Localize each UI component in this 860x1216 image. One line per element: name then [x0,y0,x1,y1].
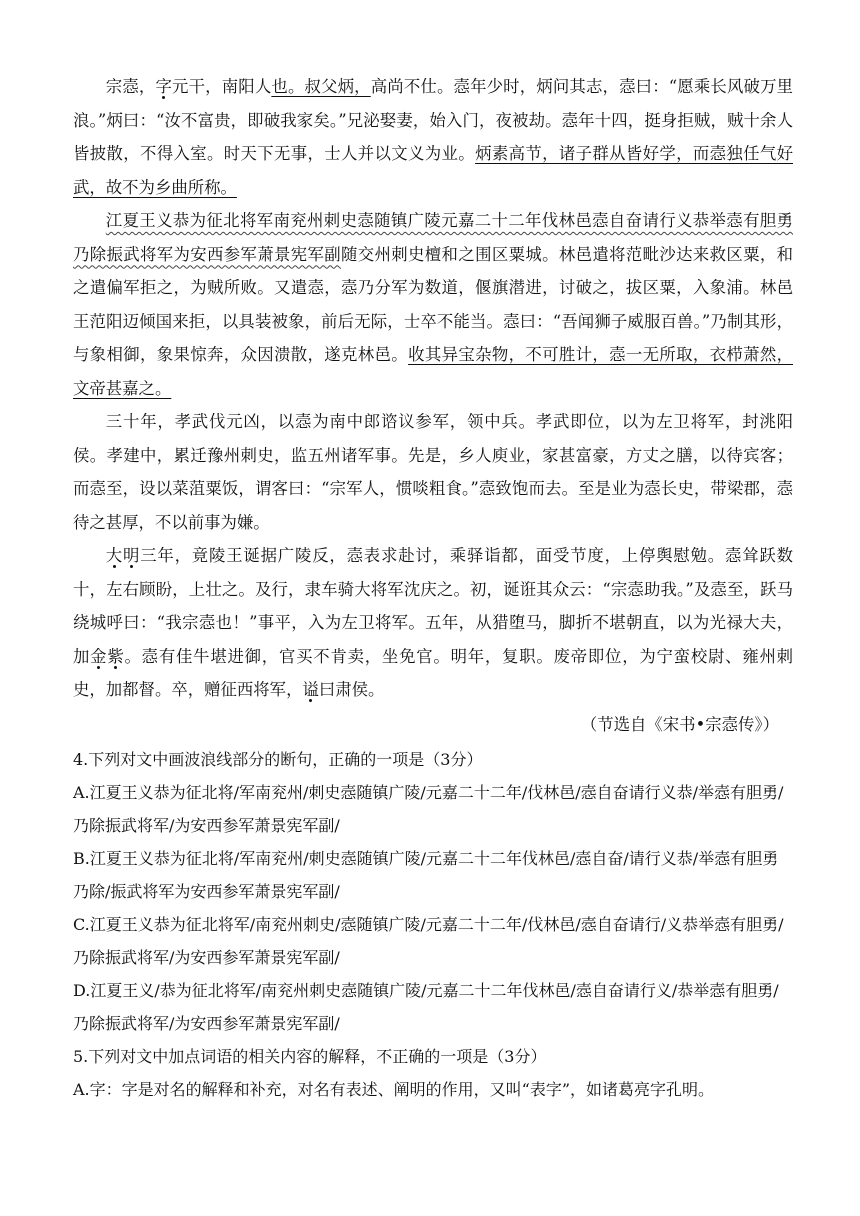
dotted-word-zi: 字 [155,77,173,96]
text-run: 。悫有佳牛堪进御，官买不肯卖，坐免官。明年，复职。废帝即位，为宁蛮校尉、雍州刺史，加都督。卒，赠征西将军， [73,646,794,699]
text-run: 曰肃侯。 [318,680,385,699]
dotted-word-jin: 金 [90,646,108,666]
question-4-option-d: D.江夏王义/恭为征北将军/南兖州刺史悫随镇广陵/元嘉二十二年伐林邑/悫自奋请行义/恭举悫有胆勇/乃除振武将军/为安西参军萧景宪军副/ [73,980,779,1033]
text-run: 随交州刺史檀和之围区粟城。林邑遣将范毗沙达来救区粟，和之遣偏军拒之，为贼所败。又遣悫，悫乃分军为数道，偃旗潜进，讨破之，拔区粟，入象浦。林邑王范阳迈倾国来拒，以具装被象，前后无际，士卒不能当。悫曰：“吾闻狮子威服百兽。”乃制其形，与象相御，象果惊奔，众因溃散，遂克林邑。 [73,244,794,364]
underlined-sentence: 收其异宝杂物，不可胜计，悫一无所取，衣栉萧然，文帝甚嘉之。 [73,345,794,398]
question-5-option-a: A.字：字是对名的解释和补充，对名有表述、阐明的作用，又叫“表字”，如诸葛亮字孔明。 [73,1079,715,1099]
passage-paragraph-4 [73,539,793,707]
text-run: 高尚不仕。悫年少时，炳问其志，悫曰：“愿乘长风破万里浪。”炳曰：“汝不富贵，即破我家矣。”兄泌娶妻，始入门，夜被劫。悫年十四，挺身拒贼，贼十余人皆披散，不得入室。时天下无事，士人并以文义为业。 [73,77,794,163]
dotted-word-shi: 谥 [302,680,319,699]
passage-source: （节选自《宋书•宗悫传》） [580,714,779,734]
text-run: 元干，南阳人 [172,77,272,96]
passage-paragraph-1 [73,70,793,204]
question-5-stem: 5.下列对文中加点词语的相关内容的解释，不正确的一项是（3分） [73,1046,547,1066]
passage-paragraph-2 [73,204,793,405]
dotted-word-ming: 明 [123,546,141,565]
document-page [73,70,793,1106]
question-4-option-b: B.江夏王义恭为征北将/军南兖州/刺史悫随镇广陵/元嘉二十二年伐林邑/悫自奋/请行义恭/举悫有胆勇乃除/振武将军为安西参军萧景宪军副/ [73,848,779,901]
question-4-stem: 4.下列对文中画波浪线部分的断句，正确的一项是（3分） [73,749,483,769]
passage-paragraph-3: 三十年，孝武伐元凶，以悫为南中郎谘议参军，领中兵。孝武即位，以为左卫将军，封洮阳侯。孝建中，累迁豫州刺史，监五州诸军事。先是，乡人庾业，家甚富豪，方丈之膳，以待宾客；而悫至，设以菜菹粟饭，谓客曰：“宗军人，惯啖粗食。”悫致饱而去。至是业为悫长史，带梁郡，悫待之甚厚，不以前事为嫌。 [73,412,793,532]
dotted-word-da: 大 [105,546,123,565]
underlined-sentence: 炳素高节，诸子群从皆好学，而悫独任气好武，故不为乡曲所称。 [73,144,793,197]
question-4-option-c: C.江夏王义恭为征北将军/南兖州刺史/悫随镇广陵/元嘉二十二年/伐林邑/悫自奋请行/义恭举悫有胆勇/乃除振武将军/为安西参军萧景宪军副/ [73,914,784,967]
text-run: 悫， [122,77,156,96]
underlined-sentence: 也。叔父炳， [271,77,371,96]
text-run: 宗 [105,77,123,96]
dotted-word-zi-purple: 紫 [107,646,125,666]
wavy-underlined-sentence: 江夏王义恭为征北将军南兖州刺史悫随镇广陵元嘉二十二年伐林邑悫自奋请行义恭举悫有胆勇乃除振武将军为安西参军萧景宪军副 [73,211,793,264]
text-run: 三年，竟陵王诞据广陵反，悫表求赴讨，乘驿诣都，面受节度，上停舆慰勉。悫耸跃数十，左右顾盼，上壮之。及行，隶车骑大将军沈庆之。初，诞诳其众云：“宗悫助我。”及悫至，跃马绕城呼曰：“我宗悫也！”事平，入为左卫将军。五年，从猎堕马，脚折不堪朝直，以为光禄大夫，加 [73,546,794,666]
question-4-option-a: A.江夏王义恭为征北将/军南兖州/刺史悫随镇广陵/元嘉二十二年/伐林邑/悫自奋请行义恭/举悫有胆勇/乃除振武将军/为安西参军萧景宪军副/ [73,782,784,835]
